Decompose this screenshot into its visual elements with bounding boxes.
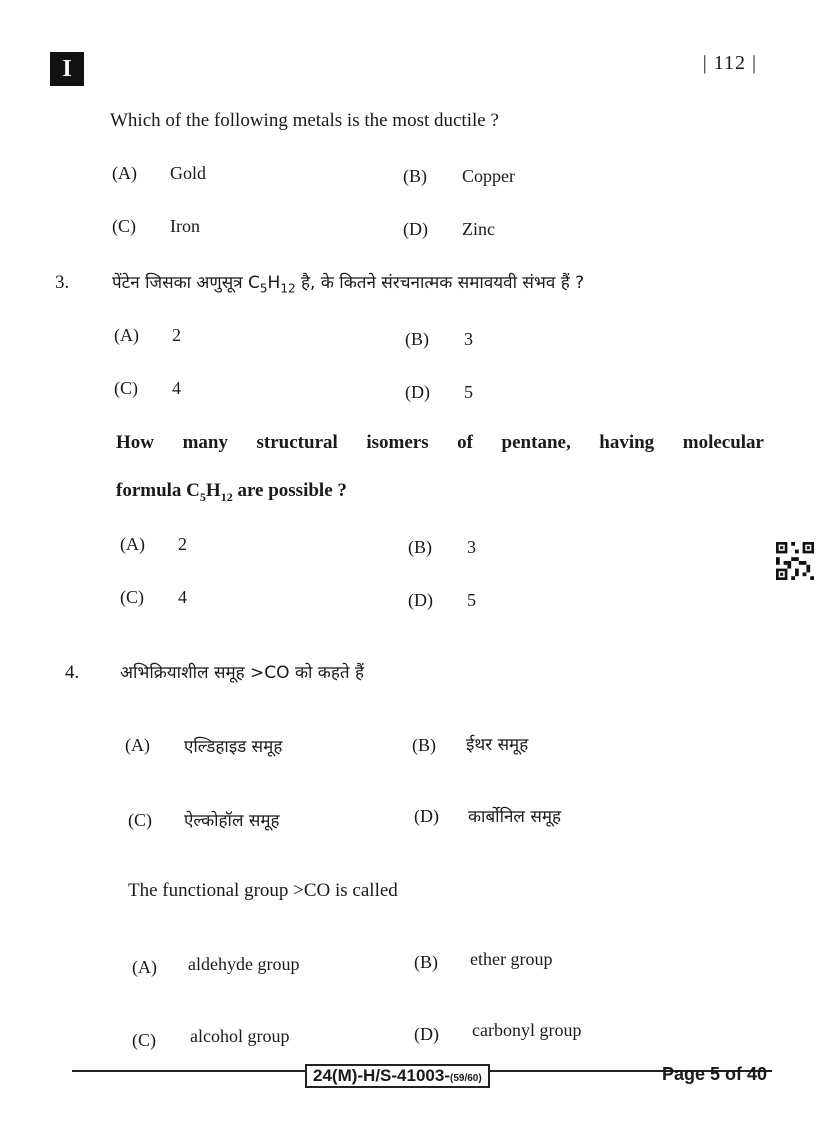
option-value: 4 bbox=[172, 378, 181, 398]
option-letter: (A) bbox=[125, 735, 150, 755]
option-letter: (B) bbox=[414, 952, 438, 972]
footer-paper-code: 24(M)-H/S-41003-(59/60) bbox=[305, 1064, 490, 1088]
option-letter: (C) bbox=[132, 1030, 156, 1050]
option-value: 5 bbox=[467, 590, 476, 610]
option-value: 2 bbox=[172, 325, 181, 345]
option-value: ether group bbox=[470, 949, 553, 969]
option-letter: (A) bbox=[112, 163, 137, 183]
option-letter: (D) bbox=[414, 1024, 439, 1044]
option-letter: (D) bbox=[405, 382, 430, 402]
question-3-en-line2: formula $C_5H_{12}$ are possible ? bbox=[116, 480, 347, 504]
option-value: 5 bbox=[464, 382, 473, 402]
question-3-number: 3. bbox=[55, 272, 70, 293]
option-value: Iron bbox=[170, 216, 200, 236]
option-letter: (D) bbox=[414, 806, 439, 826]
question-4-en-text: The functional group >CO is called bbox=[128, 880, 398, 901]
option-letter: (D) bbox=[403, 219, 428, 239]
question-3-hi-text: पेंटेन जिसका अणुसूत्र $C_5H_{12}$ है, के कितने संरचनात्मक समावयवी संभव हैं ? bbox=[112, 273, 585, 296]
option-value: carbonyl group bbox=[472, 1020, 582, 1040]
option-value: Zinc bbox=[462, 219, 495, 239]
question-4-number: 4. bbox=[65, 662, 80, 683]
option-letter: (B) bbox=[412, 735, 436, 755]
option-value: कार्बोनिल समूह bbox=[468, 807, 562, 827]
series-badge: I bbox=[50, 52, 84, 86]
question-4-hi-text: अभिक्रियाशील समूह >CO को कहते हैं bbox=[120, 663, 365, 683]
option-letter: (C) bbox=[114, 378, 138, 398]
question-3-en-line1: How many structural isomers of pentane, having molecular bbox=[116, 432, 764, 453]
option-letter: (B) bbox=[405, 329, 429, 349]
option-value: 3 bbox=[464, 329, 473, 349]
page-code: | 112 | bbox=[702, 52, 757, 74]
option-letter: (C) bbox=[128, 810, 152, 830]
option-letter: (B) bbox=[403, 166, 427, 186]
option-letter: (A) bbox=[120, 534, 145, 554]
question-2-en-text: Which of the following metals is the most ductile ? bbox=[110, 110, 499, 131]
option-letter: (B) bbox=[408, 537, 432, 557]
option-value: 4 bbox=[178, 587, 187, 607]
option-value: ईथर समूह bbox=[466, 735, 529, 755]
option-value: एल्डिहाइड समूह bbox=[184, 737, 283, 757]
option-value: 3 bbox=[467, 537, 476, 557]
qr-code-icon bbox=[776, 542, 814, 580]
option-value: alcohol group bbox=[190, 1026, 290, 1046]
option-letter: (A) bbox=[132, 957, 157, 977]
option-letter: (C) bbox=[112, 216, 136, 236]
option-value: ऐल्कोहॉल समूह bbox=[184, 811, 280, 831]
option-value: Gold bbox=[170, 163, 206, 183]
option-value: Copper bbox=[462, 166, 515, 186]
option-letter: (A) bbox=[114, 325, 139, 345]
page-number: Page 5 of 40 bbox=[661, 1064, 767, 1084]
option-letter: (D) bbox=[408, 590, 433, 610]
option-value: 2 bbox=[178, 534, 187, 554]
option-letter: (C) bbox=[120, 587, 144, 607]
option-value: aldehyde group bbox=[188, 954, 300, 974]
